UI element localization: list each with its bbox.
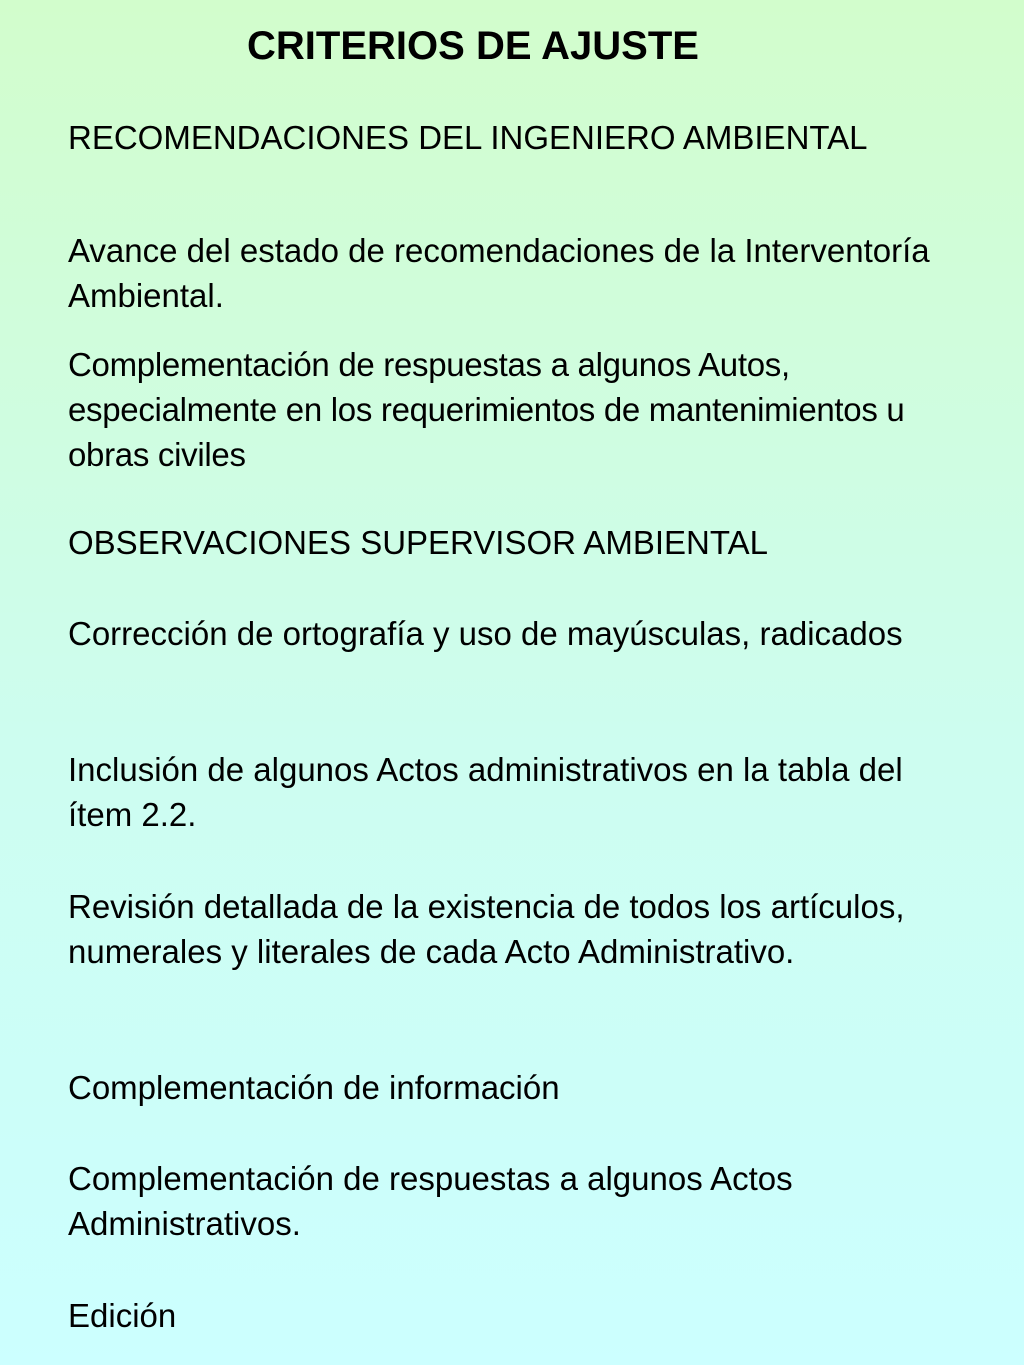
engineer-item-1: Avance del estado de recomendaciones de la Interventoría Ambiental. bbox=[68, 232, 930, 314]
supervisor-item-1: Corrección de ortografía y uso de mayúsculas, radicados bbox=[68, 615, 903, 652]
supervisor-item-5: Complementación de respuestas a algunos Actos Administrativos. bbox=[68, 1160, 793, 1242]
engineer-item-2: Complementación de respuestas a algunos Autos, especialmente en los requerimientos de mantenimientos u obras civiles bbox=[68, 346, 905, 473]
supervisor-item-2: Inclusión de algunos Actos administrativos en la tabla del ítem 2.2. bbox=[68, 751, 903, 833]
supervisor-item-3: Revisión detallada de la existencia de todos los artículos, numerales y literales de cada Acto Administrativo. bbox=[68, 888, 905, 970]
engineer-section-heading: RECOMENDACIONES DEL INGENIERO AMBIENTAL bbox=[68, 119, 868, 156]
supervisor-section-heading: OBSERVACIONES SUPERVISOR AMBIENTAL bbox=[68, 524, 768, 561]
supervisor-item-4: Complementación de información bbox=[68, 1069, 560, 1106]
slide-title: CRITERIOS DE AJUSTE bbox=[247, 24, 699, 68]
supervisor-item-6: Edición bbox=[68, 1297, 177, 1334]
